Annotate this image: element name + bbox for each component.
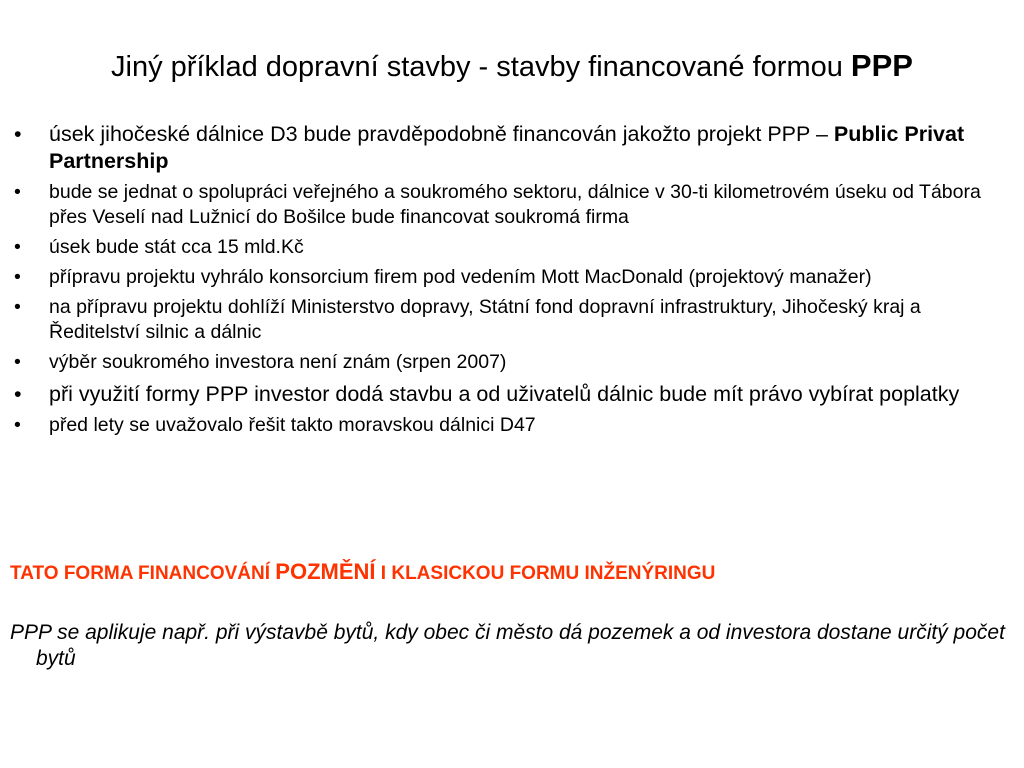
bullet-dot: • [14,351,21,373]
italic-note: PPP se aplikuje např. při výstavbě bytů, kdy obec či město dá pozemek a od investora dostane určitý počet bytů [10,621,1005,670]
bullet-item [10,121,1010,175]
bullet-text: bude se jednat o spolupráci veřejného a soukromého sektoru, dálnice v 30-ti kilometrovém úseku od Tábora přes Veselí nad Lužnicí do Bošilce bude financovat soukromá firma [49,181,981,228]
bullet-item [10,180,1010,230]
bullet-dot: • [14,382,22,406]
emphasis-before: TATO FORMA FINANCOVÁNÍ [10,563,276,584]
bullet-dot: • [14,414,21,436]
bullet-item [10,413,1010,438]
bullet-list [10,121,1010,443]
bullet-text: na přípravu projektu dohlíží Ministerstvo dopravy, Státní fond dopravní infrastruktury, Jihočeský kraj a Ředitelství silnic a dálnic [49,296,921,343]
bullet-dot: • [14,266,21,288]
bullet-item [10,265,1010,290]
emphasis-highlight: POZMĚNÍ [275,559,376,584]
bullet-dot: • [14,296,21,318]
emphasis-statement [10,558,1010,588]
bullet-dot: • [14,122,22,146]
bullet-text-bold: Public Privat Partnership [49,122,965,173]
slide-title-bold: PPP [850,48,913,83]
bullet-text: úsek jihočeské dálnice D3 bude pravděpodobně financován jakožto projekt PPP – [49,122,834,146]
bullet-text: při využití formy PPP investor dodá stavbu a od uživatelů dálnic bude mít právo vybírat poplatky [49,382,960,406]
bullet-item [10,235,1010,260]
bullet-text: před lety se uvažovalo řešit takto moravskou dálnici D47 [49,414,536,436]
slide-title-text: Jiný příklad dopravní stavby - stavby financované formou [111,51,851,83]
bullet-text: výběr soukromého investora není znám (srpen 2007) [49,351,507,373]
emphasis-after: I KLASICKOU FORMU INŽENÝRINGU [375,563,716,584]
bullet-item [10,381,1010,408]
bullet-dot: • [14,236,21,258]
bullet-dot: • [14,181,21,203]
bullet-item [10,295,1010,345]
bullet-item [10,350,1010,375]
bullet-text: přípravu projektu vyhrálo konsorcium firem pod vedením Mott MacDonald (projektový manažer) [49,266,872,288]
bullet-text: úsek bude stát cca 15 mld.Kč [49,236,304,258]
slide-title [0,46,1024,87]
